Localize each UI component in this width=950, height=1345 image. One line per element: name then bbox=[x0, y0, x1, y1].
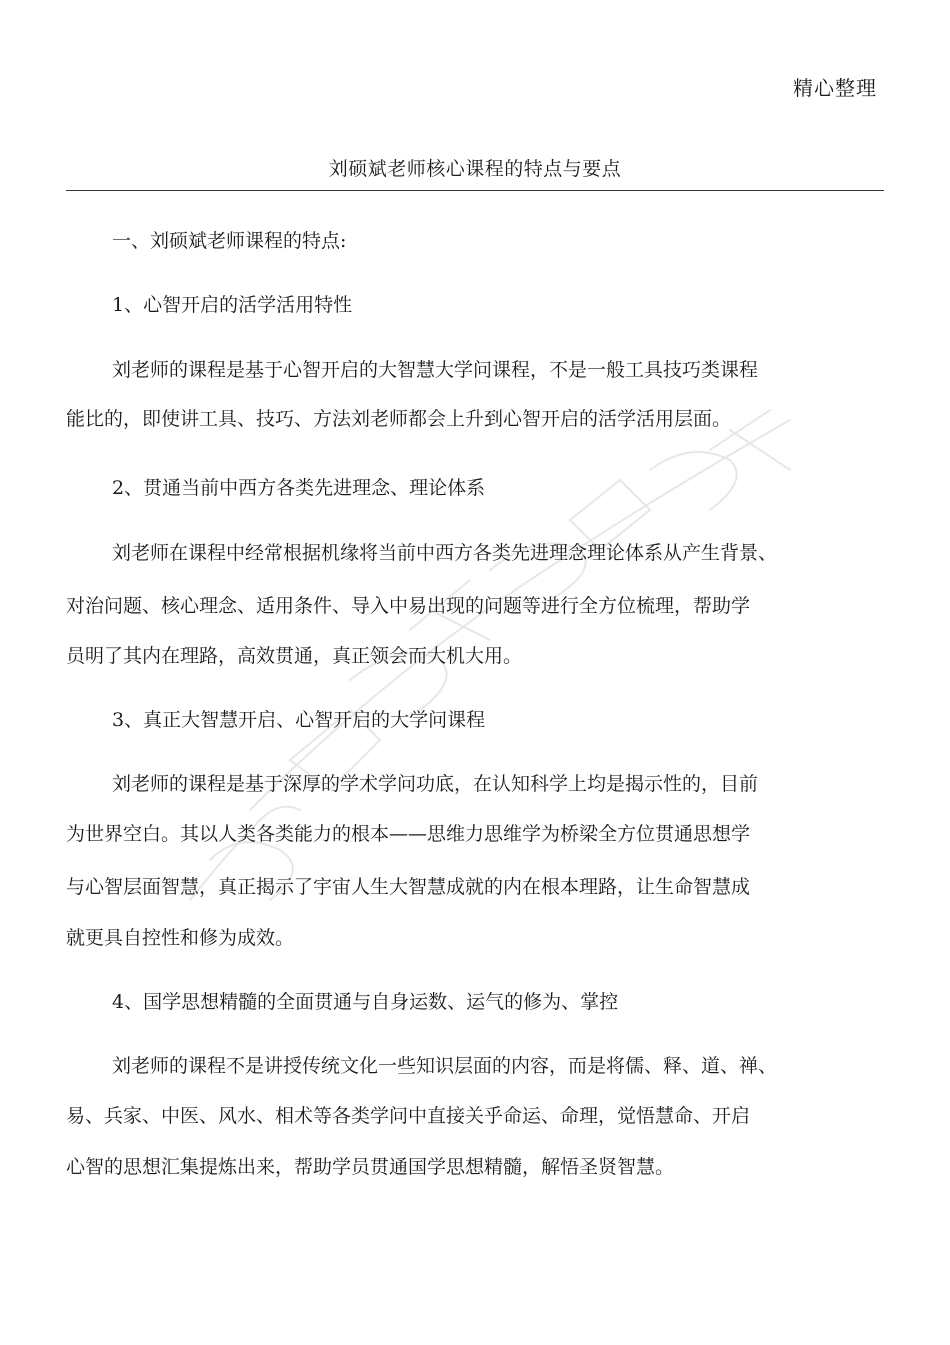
body-line: 与心智层面智慧，真正揭示了宇宙人生大智慧成就的内在根本理路，让生命智慧成 bbox=[66, 876, 751, 898]
title-divider bbox=[66, 190, 884, 191]
header-note: 精心整理 bbox=[793, 76, 877, 100]
body-line: 能比的，即使讲工具、技巧、方法刘老师都会上升到心智开启的活学活用层面。 bbox=[66, 408, 732, 430]
body-line: 对治问题、核心理念、适用条件、导入中易出现的问题等进行全方位梳理，帮助学 bbox=[66, 595, 751, 617]
item-heading: 1、心智开启的活学活用特性 bbox=[112, 294, 353, 316]
body-line: 员明了其内在理路，高效贯通，真正领会而大机大用。 bbox=[66, 645, 523, 667]
body-line: 为世界空白。其以人类各类能力的根本——思维力思维学为桥梁全方位贯通思想学 bbox=[66, 823, 751, 845]
body-line: 心智的思想汇集提炼出来，帮助学员贯通国学思想精髓，解悟圣贤智慧。 bbox=[66, 1156, 675, 1178]
body-line: 刘老师的课程是基于深厚的学术学问功底，在认知科学上均是揭示性的，目前 bbox=[112, 773, 759, 795]
body-line: 刘老师的课程不是讲授传统文化一些知识层面的内容，而是将儒、释、道、禅、 bbox=[112, 1055, 778, 1077]
section-heading: 一、刘硕斌老师课程的特点: bbox=[112, 230, 347, 252]
body-line: 刘老师的课程是基于心智开启的大智慧大学问课程，不是一般工具技巧类课程 bbox=[112, 359, 759, 381]
body-line: 就更具自控性和修为成效。 bbox=[66, 927, 295, 949]
body-line: 易、兵家、中医、风水、相术等各类学问中直接关乎命运、命理，觉悟慧命、开启 bbox=[66, 1105, 751, 1127]
item-heading: 3、真正大智慧开启、心智开启的大学问课程 bbox=[112, 709, 486, 731]
item-heading: 2、贯通当前中西方各类先进理念、理论体系 bbox=[112, 477, 486, 499]
item-heading: 4、国学思想精髓的全面贯通与自身运数、运气的修为、掌控 bbox=[112, 991, 619, 1013]
document-title: 刘硕斌老师核心课程的特点与要点 bbox=[328, 158, 622, 180]
body-line: 刘老师在课程中经常根据机缘将当前中西方各类先进理念理论体系从产生背景、 bbox=[112, 542, 778, 564]
